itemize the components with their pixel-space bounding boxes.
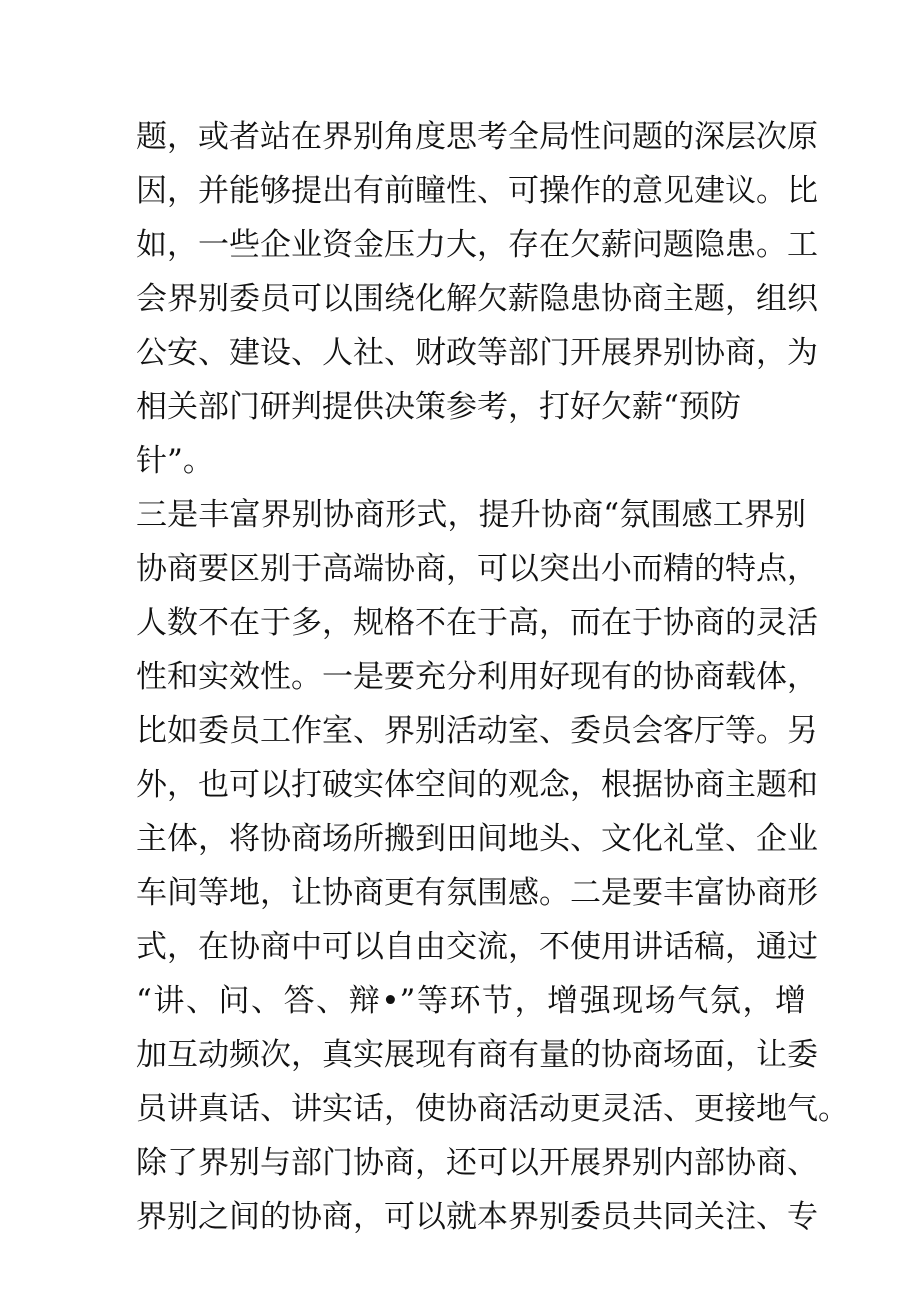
text-line: 主体，将协商场所搬到田间地头、文化礼堂、企业 <box>136 821 818 857</box>
text-line: 题，或者站在界别角度思考全局性问题的深层次原 <box>136 119 818 155</box>
text-line: 相关部门研判提供决策参考，打好欠薪“预防 <box>136 389 741 425</box>
text-line: 人数不在于多，规格不在于高，而在于协商的灵活 <box>136 605 818 641</box>
paragraph-2 <box>136 488 849 1244</box>
text-line: 协商要区别于高端协商，可以突出小而精的特点， <box>136 551 818 587</box>
text-line: 公安、建设、人社、财政等部门开展界别协商，为 <box>136 335 818 371</box>
text-line: 性和实效性。一是要充分利用好现有的协商载体， <box>136 659 818 695</box>
text-line: 会界别委员可以围绕化解欠薪隐患协商主题，组织 <box>136 281 818 317</box>
text-line: 式，在协商中可以自由交流，不使用讲话稿，通过 <box>136 929 818 965</box>
text-line: 比如委员工作室、界别活动室、委员会客厅等。另 <box>136 713 818 749</box>
text-line: 因，并能够提出有前瞳性、可操作的意见建议。比 <box>136 173 818 209</box>
text-line: 三是丰富界别协商形式，提升协商“氛围感工界别 <box>136 497 806 533</box>
text-line: 如，一些企业资金压力大，存在欠薪问题隐患。工 <box>136 227 818 263</box>
paragraph-1 <box>136 110 818 488</box>
text-line: 除了界别与部门协商，还可以开展界别内部协商、 <box>136 1145 818 1181</box>
text-line: 针”。 <box>136 443 214 479</box>
text-line: 外，也可以打破实体空间的观念，根据协商主题和 <box>136 767 818 803</box>
text-line: 加互动频次，真实展现有商有量的协商场面，让委 <box>136 1037 818 1073</box>
text-line: 界别之间的协商，可以就本界别委员共同关注、专 <box>136 1199 818 1235</box>
text-line: “讲、问、答、辩•”等环节，增强现场气氛，增 <box>136 983 806 1019</box>
text-line: 员讲真话、讲实话，使协商活动更灵活、更接地气。 <box>136 1091 849 1127</box>
text-line: 车间等地，让协商更有氛围感。二是要丰富协商形 <box>136 875 818 911</box>
